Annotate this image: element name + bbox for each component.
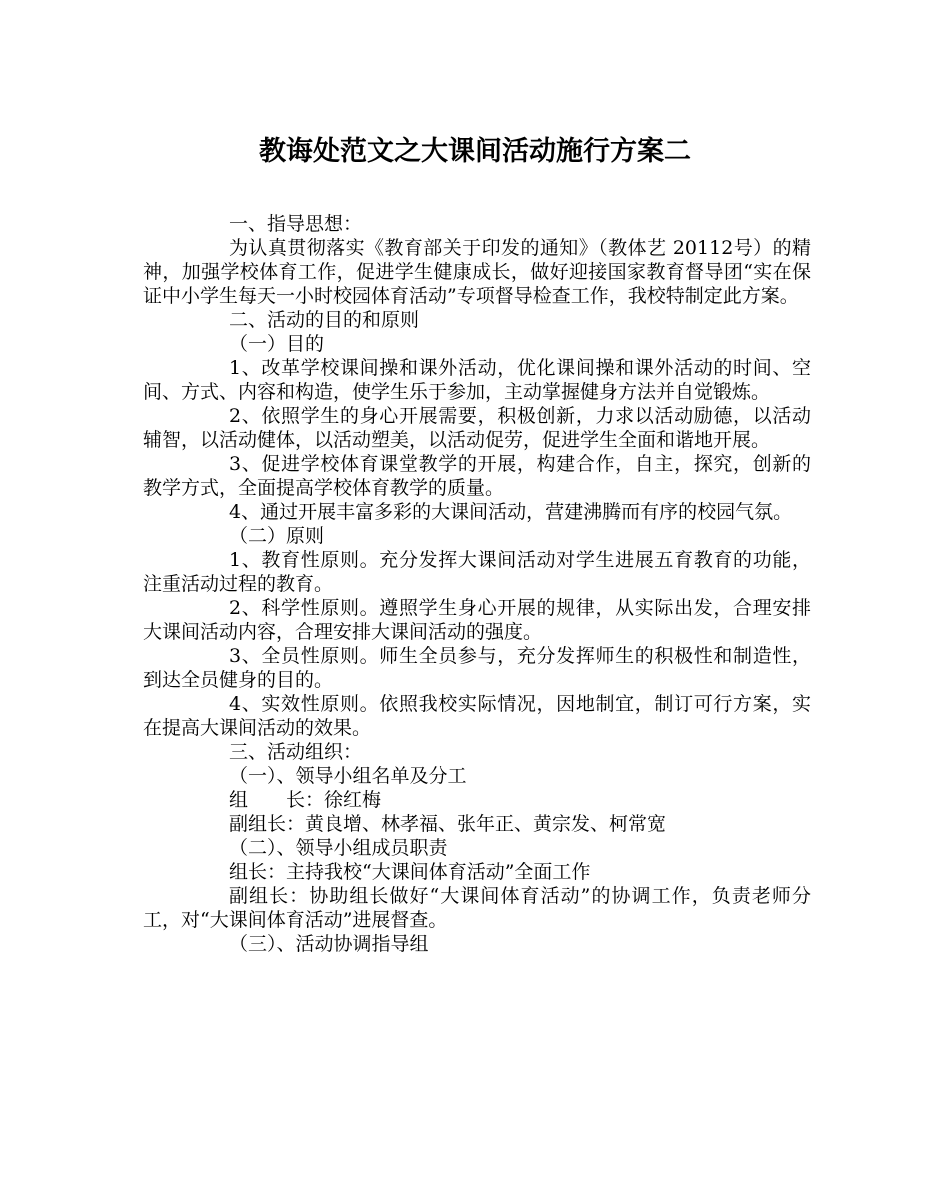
subheading-leadership-list: （一）、领导小组名单及分工 [229,765,467,787]
paragraph-purpose-4: 4、通过开展丰富多彩的大课间活动，营建沸腾而有序的校园气氛。 [229,501,793,523]
paragraph-principle-1: 1、教育性原则。充分发挥大课间活动对学生进展五育教育的功能，注重活动过程的教育。 [143,549,811,595]
document-title: 教诲处范文之大课间活动施行方案二 [259,136,691,167]
paragraph-purpose-2: 2、依照学生的身心开展需要，积极创新，力求以活动励德，以活动辅智，以活动健体，以活动塑美，以活动促劳，促进学生全面和谐地开展。 [143,405,811,451]
paragraph-principle-2: 2、科学性原则。遵照学生身心开展的规律，从实际出发，合理安排大课间活动内容，合理安排大课间活动的强度。 [143,597,811,643]
document-body [143,212,811,956]
paragraph-purpose-3: 3、促进学校体育课堂教学的开展，构建合作，自主，探究，创新的教学方式，全面提高学校体育教学的质量。 [143,453,811,499]
paragraph-leader-duty: 组长：主持我校“大课间体育活动”全面工作 [229,861,591,883]
paragraph-intro: 为认真贯彻落实《教育部关于印发的通知》（教体艺 20112号）的精神，加强学校体育工作，促进学生健康成长，做好迎接国家教育督导团“实在保证中小学生每天一小时校园体育活动”专项督导检查工作，我校特制定此方案。 [143,237,811,307]
paragraph-group-leader: 组 长：徐红梅 [229,789,382,811]
paragraph-deputy-duty: 副组长：协助组长做好“大课间体育活动”的协调工作，负责老师分工，对“大课间体育活动”进展督查。 [143,885,811,931]
subheading-leadership-duties: （二）、领导小组成员职责 [229,837,448,859]
subheading-coordination-group: （三）、活动协调指导组 [229,933,429,955]
paragraph-purpose-1: 1、改革学校课间操和课外活动，优化课间操和课外活动的时间、空间、方式、内容和构造，使学生乐于参加，主动掌握健身方法并自觉锻炼。 [143,357,811,403]
paragraph-principle-3: 3、全员性原则。师生全员参与，充分发挥师生的积极性和制造性，到达全员健身的目的。 [143,645,811,691]
section-heading-purpose-principles: 二、活动的目的和原则 [229,309,420,331]
section-heading-organization: 三、活动组织： [229,741,363,763]
section-heading-guiding-thought: 一、指导思想： [229,213,363,235]
subheading-purpose: （一）目的 [229,333,325,355]
paragraph-principle-4: 4、实效性原则。依照我校实际情况，因地制宜，制订可行方案，实在提高大课间活动的效果。 [143,693,811,739]
paragraph-deputy-leaders: 副组长：黄良增、林孝福、张年正、黄宗发、柯常宽 [229,813,667,835]
subheading-principles: （二）原则 [229,525,325,547]
